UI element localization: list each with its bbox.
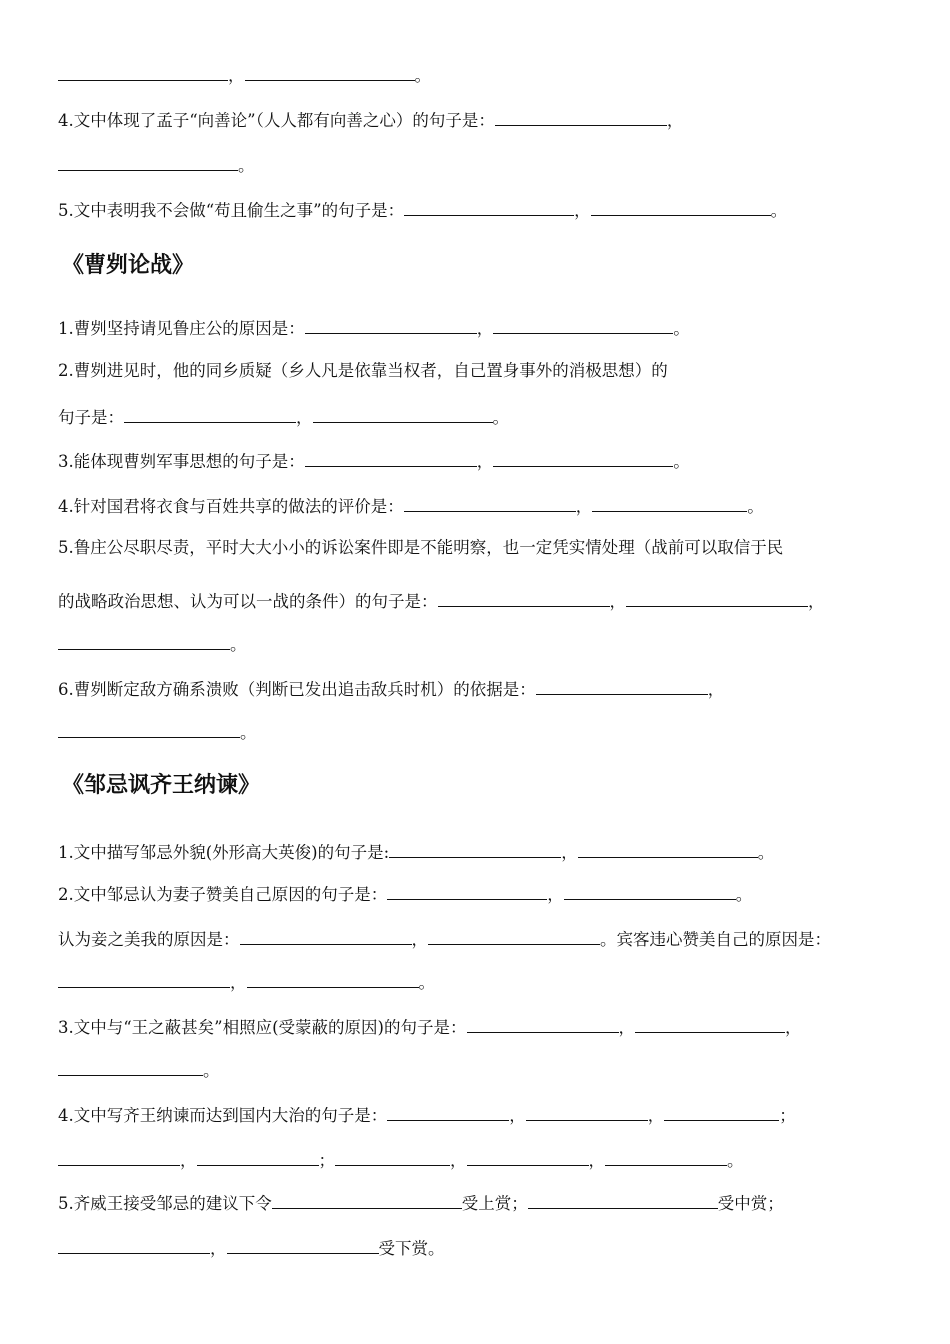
answer-blank[interactable] — [305, 449, 477, 467]
answer-blank[interactable] — [664, 1103, 779, 1121]
answer-blank[interactable] — [605, 1148, 727, 1166]
answer-blank[interactable] — [467, 1148, 589, 1166]
answer-blank[interactable] — [335, 1148, 450, 1166]
answer-blank[interactable] — [467, 1015, 619, 1033]
zj-question-1: 1.文中描写邹忌外貌(外形高大英俊)的句子是: ， 。 — [58, 840, 774, 864]
answer-blank[interactable] — [564, 882, 736, 900]
cgl-question-2-cont: 句子是： ， 。 — [58, 405, 509, 429]
answer-blank[interactable] — [591, 198, 771, 216]
answer-blank[interactable] — [58, 632, 230, 650]
cgl-question-5-cont2: 。 — [58, 632, 247, 656]
cgl-question-6: 6.曹刿断定敌方确系溃败（判断已发出追击敌兵时机）的依据是： ， — [58, 677, 724, 701]
answer-blank[interactable] — [240, 927, 412, 945]
answer-blank[interactable] — [197, 1148, 319, 1166]
answer-blank[interactable] — [58, 720, 240, 738]
zj-question-2: 2.文中邹忌认为妻子赞美自己原因的句子是： ， 。 — [58, 882, 752, 906]
answer-blank[interactable] — [387, 1103, 509, 1121]
zj-question-5-cont: ， 受下赏。 — [58, 1236, 445, 1260]
answer-blank[interactable] — [124, 405, 296, 423]
zj-question-2c: ， 。 — [58, 970, 435, 994]
answer-blank[interactable] — [404, 198, 574, 216]
zj-question-3: 3.文中与“王之蔽甚矣”相照应(受蒙蔽的原因)的句子是： ， ， — [58, 1015, 802, 1039]
answer-blank[interactable] — [58, 1148, 180, 1166]
answer-blank[interactable] — [528, 1191, 718, 1209]
answer-blank[interactable] — [227, 1236, 379, 1254]
answer-blank[interactable] — [389, 840, 561, 858]
answer-blank[interactable] — [58, 1236, 210, 1254]
answer-blank[interactable] — [387, 882, 547, 900]
cgl-question-3: 3.能体现曹刿军事思想的句子是： ， 。 — [58, 449, 690, 473]
cgl-question-5: 5.鲁庄公尽职尽责，平时大大小小的诉讼案件即是不能明察，也一定凭实情处理（战前可以取信于民 — [58, 538, 784, 557]
zj-question-3-cont: 。 — [58, 1058, 220, 1082]
answer-blank[interactable] — [428, 927, 600, 945]
answer-blank[interactable] — [58, 63, 228, 81]
cgl-question-5-cont: 的战略政治思想、认为可以一战的条件）的句子是： ， ， — [58, 589, 825, 613]
section-title-zj: 《邹忌讽齐王纳谏》 — [62, 772, 261, 798]
zj-question-5: 5.齐威王接受邹忌的建议下令 受上赏； 受中赏； — [58, 1191, 784, 1215]
answer-blank[interactable] — [305, 316, 477, 334]
question-4: 4.文中体现了孟子“向善论”（人人都有向善之心）的句子是： ， — [58, 108, 683, 132]
cgl-question-2: 2.曹刿进见时，他的同乡质疑（乡人凡是依靠当权者，自己置身事外的消极思想）的 — [58, 361, 668, 380]
answer-blank[interactable] — [313, 405, 493, 423]
answer-blank[interactable] — [272, 1191, 462, 1209]
answer-blank[interactable] — [58, 1058, 203, 1076]
answer-blank[interactable] — [495, 108, 667, 126]
section-title-cgl: 《曹刿论战》 — [62, 252, 195, 278]
cgl-question-4: 4.针对国君将衣食与百姓共享的做法的评价是： ， 。 — [58, 494, 764, 518]
answer-blank[interactable] — [536, 677, 708, 695]
cgl-question-1: 1.曹刿坚持请见鲁庄公的原因是： ， 。 — [58, 316, 690, 340]
answer-blank[interactable] — [578, 840, 758, 858]
question-5: 5.文中表明我不会做“苟且偷生之事”的句子是： ， 。 — [58, 198, 787, 222]
question-4-cont: 。 — [58, 153, 255, 177]
answer-blank[interactable] — [404, 494, 576, 512]
zj-question-4-cont: ， ； ， ， 。 — [58, 1148, 744, 1172]
answer-blank[interactable] — [245, 63, 415, 81]
zj-question-2b: 认为妾之美我的原因是： ， 。宾客违心赞美自己的原因是： — [58, 927, 831, 951]
answer-blank[interactable] — [635, 1015, 785, 1033]
answer-blank[interactable] — [58, 970, 230, 988]
answer-blank[interactable] — [493, 449, 673, 467]
cgl-question-6-cont: 。 — [58, 720, 257, 744]
answer-blank[interactable] — [526, 1103, 648, 1121]
continuation-line: ， 。 — [58, 63, 431, 87]
answer-blank[interactable] — [626, 589, 808, 607]
zj-question-4: 4.文中写齐王纳谏而达到国内大治的句子是： ， ， ； — [58, 1103, 796, 1127]
answer-blank[interactable] — [247, 970, 419, 988]
answer-blank[interactable] — [493, 316, 673, 334]
answer-blank[interactable] — [58, 153, 238, 171]
answer-blank[interactable] — [438, 589, 610, 607]
answer-blank[interactable] — [592, 494, 747, 512]
